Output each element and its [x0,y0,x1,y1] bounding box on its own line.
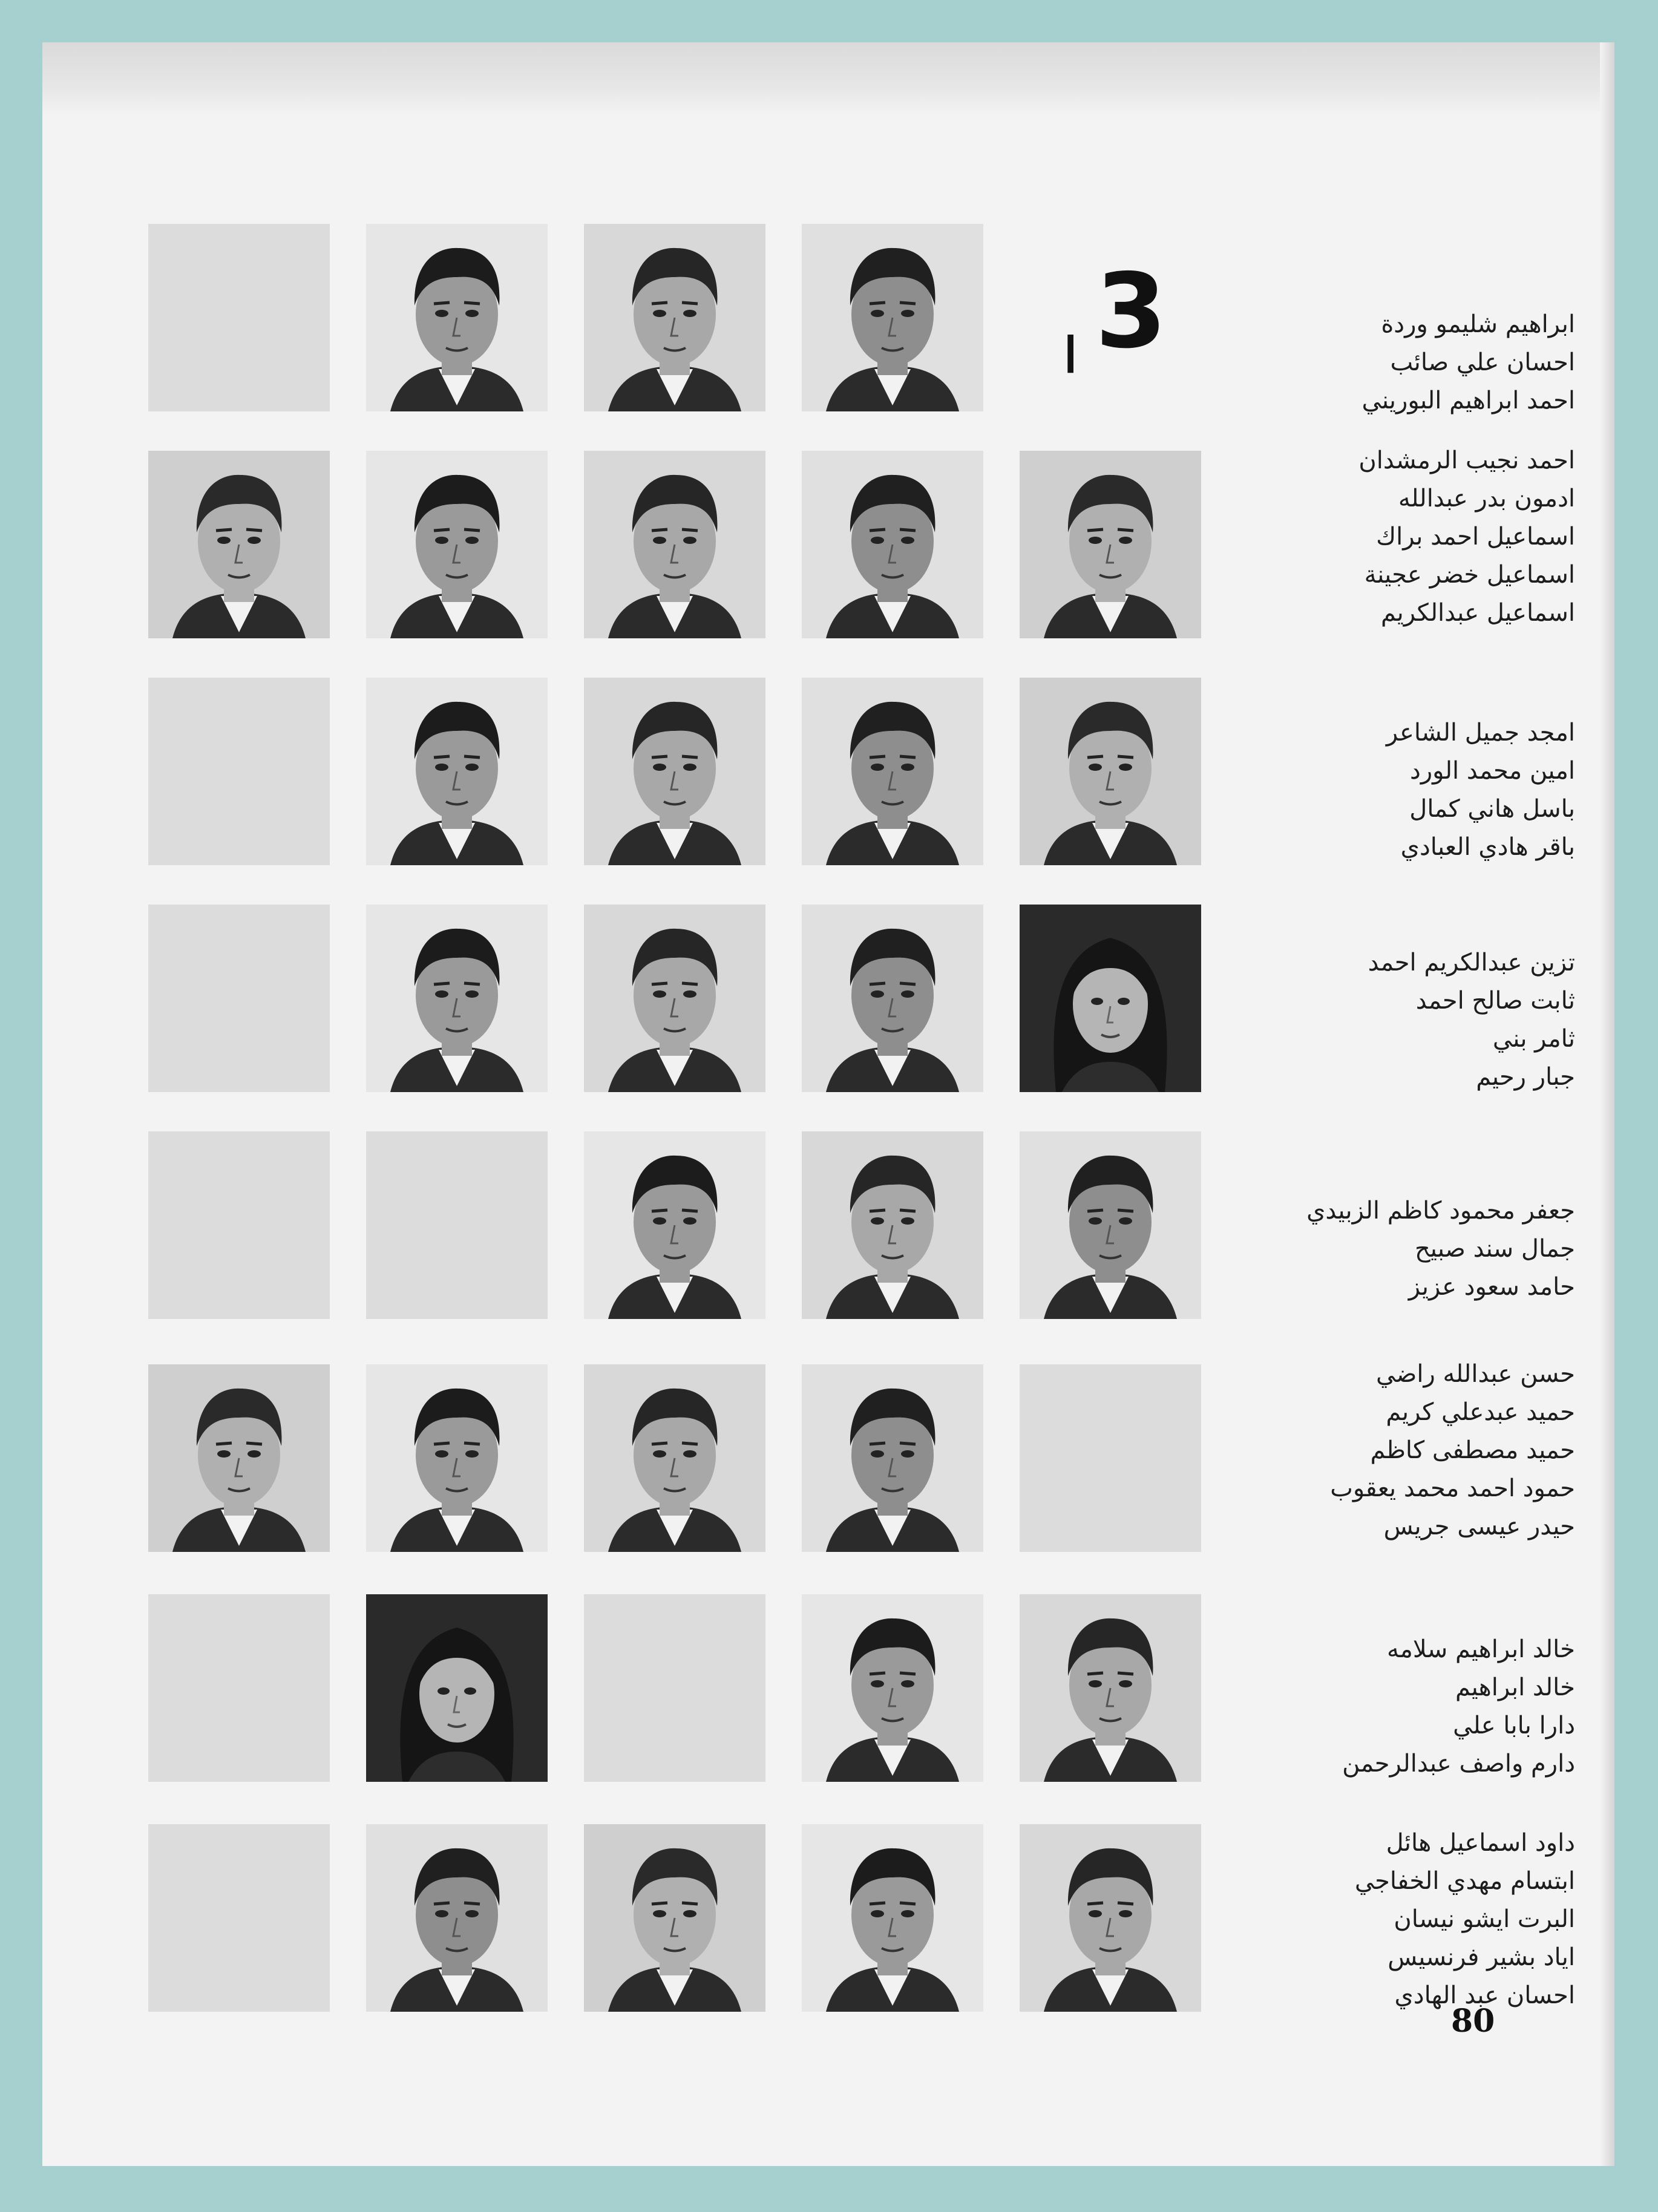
student-portrait-photo [584,1131,765,1319]
student-name: اسماعيل احمد براك [1376,523,1575,551]
student-portrait-photo [366,678,548,865]
student-portrait-photo [1020,678,1201,865]
scan-top-shadow [42,42,1614,115]
student-name: حسن عبدالله راضي [1376,1360,1575,1388]
student-portrait-photo [1020,451,1201,638]
student-name: ثامر بني [1492,1025,1575,1053]
student-names-list [1291,1631,1575,1783]
empty-photo-placeholder [148,905,330,1092]
student-portrait-photo [148,451,330,638]
student-portrait-photo [1020,905,1201,1092]
student-portrait-photo [802,1131,983,1319]
student-names-list [1291,1192,1575,1306]
student-portrait-photo [802,451,983,638]
student-name: خالد ابراهيم سلامه [1387,1635,1575,1663]
student-names-list [1291,944,1575,1096]
class-number: 3 [1095,252,1167,371]
student-name: احسان علي صائب [1390,348,1575,376]
student-portrait-photo [366,905,548,1092]
student-name: اسماعيل عبدالكريم [1380,599,1575,627]
student-name: البرت ايشو نيسان [1394,1905,1575,1933]
student-names-list [1291,442,1575,632]
empty-photo-placeholder [148,1824,330,2012]
empty-photo-placeholder [1020,1364,1201,1552]
student-portrait-photo [802,1824,983,2012]
student-name: دارم واصف عبدالرحمن [1342,1750,1575,1778]
student-name: باسل هاني كمال [1409,795,1575,823]
student-portrait-photo [1020,1594,1201,1782]
student-name: حميد عبدعلي كريم [1386,1398,1575,1426]
student-name: امجد جميل الشاعر [1386,719,1575,747]
empty-photo-placeholder [366,1131,548,1319]
student-name: دارا بابا علي [1453,1712,1575,1739]
page-number: 80 [1451,2003,1495,2040]
student-name: تزين عبدالكريم احمد [1368,949,1575,977]
student-portrait-photo [1020,1131,1201,1319]
student-portrait-photo [802,224,983,411]
empty-photo-placeholder [148,1594,330,1782]
student-name: اسماعيل خضر عجينة [1364,561,1575,589]
student-name: امين محمد الورد [1410,757,1575,785]
student-name: حيدر عيسى جريس [1383,1513,1575,1540]
student-name: اياد بشير فرنسيس [1388,1943,1575,1971]
student-name: داود اسماعيل هائل [1386,1829,1575,1857]
student-portrait-photo [802,1594,983,1782]
student-names-list [1291,1824,1575,2015]
empty-photo-placeholder [148,224,330,411]
student-portrait-photo [148,1364,330,1552]
student-portrait-photo [584,1364,765,1552]
student-name: خالد ابراهيم [1455,1674,1575,1701]
yearbook-page [42,42,1614,2166]
student-portrait-photo [366,451,548,638]
empty-photo-placeholder [148,678,330,865]
student-portrait-photo [1020,1824,1201,2012]
student-portrait-photo [366,224,548,411]
student-name: ابتسام مهدي الخفاجي [1354,1867,1575,1895]
student-name: حامد سعود عزيز [1408,1273,1575,1301]
empty-photo-placeholder [584,1594,765,1782]
empty-photo-placeholder [148,1131,330,1319]
student-name: جمال سند صبيح [1414,1235,1575,1263]
student-name: باقر هادي العبادي [1400,833,1575,861]
student-portrait-photo [584,451,765,638]
student-portrait-photo [802,905,983,1092]
student-name: احمد ابراهيم البوريني [1361,387,1575,414]
student-portrait-photo [366,1594,548,1782]
student-portrait-photo [366,1824,548,2012]
student-names-list [1291,1355,1575,1546]
student-portrait-photo [802,1364,983,1552]
student-portrait-photo [584,224,765,411]
student-name: ثابت صالح احمد [1415,987,1575,1015]
student-portrait-photo [366,1364,548,1552]
student-portrait-photo [584,905,765,1092]
student-portrait-photo [802,678,983,865]
student-names-list [1291,714,1575,866]
student-name: جعفر محمود كاظم الزبيدي [1306,1197,1575,1225]
student-name: ادمون بدر عبدالله [1398,485,1575,512]
student-portrait-photo [584,678,765,865]
student-name: حميد مصطفى كاظم [1370,1436,1575,1464]
class-division-letter: ا [1064,327,1078,384]
student-portrait-photo [584,1824,765,2012]
student-name: احمد نجيب الرمشدان [1358,447,1575,474]
page-right-edge [1600,42,1614,2166]
student-name: احسان عبد الهادي [1394,1981,1575,2009]
student-name: ابراهيم شليمو وردة [1381,310,1575,338]
student-name: حمود احمد محمد يعقوب [1330,1474,1575,1502]
student-names-list [1291,306,1575,420]
student-name: جبار رحيم [1476,1063,1575,1091]
